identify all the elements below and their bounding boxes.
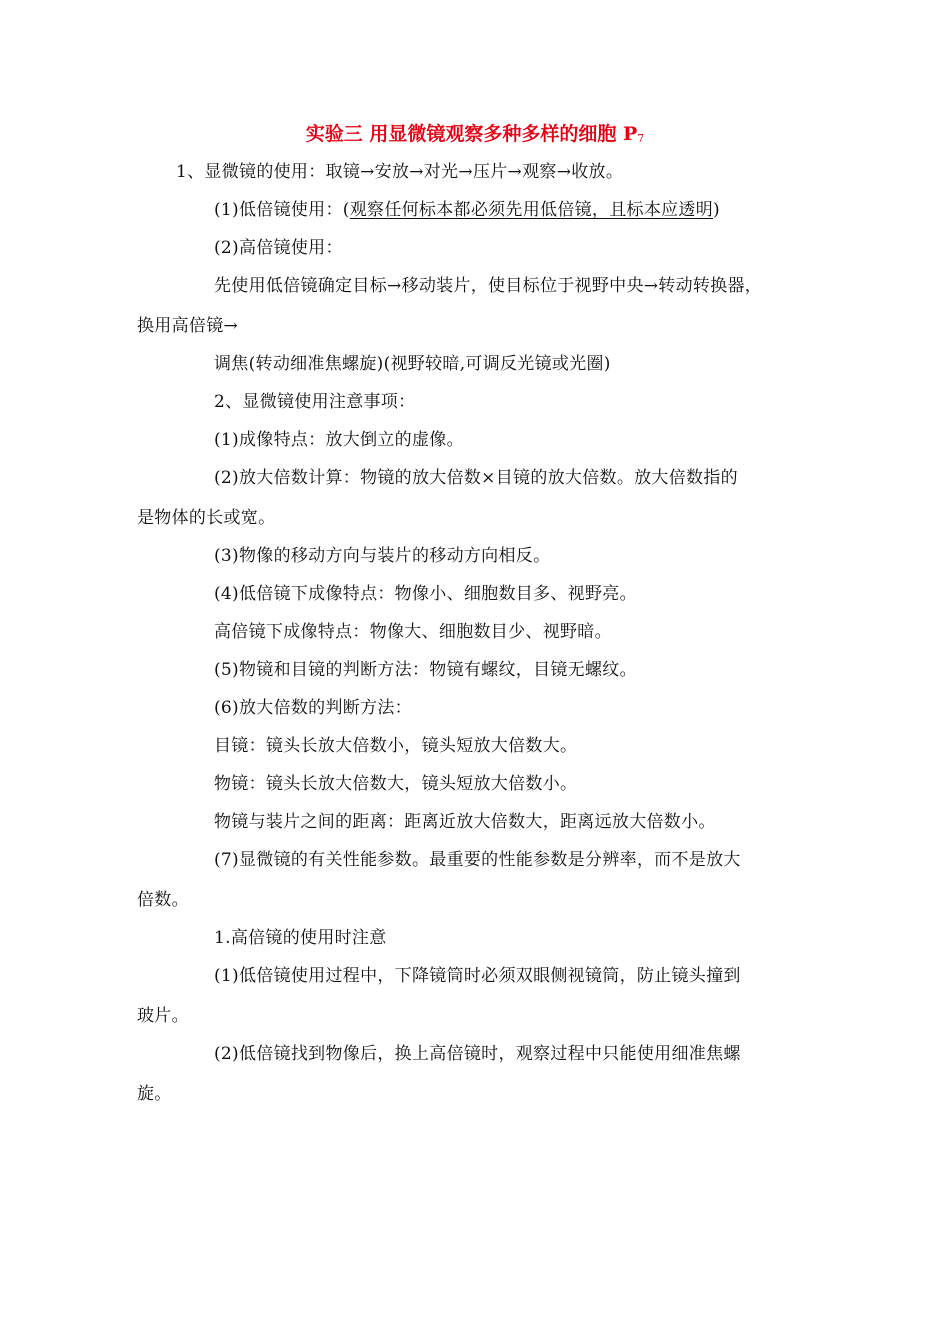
note-6: (6)放大倍数的判断方法： — [214, 698, 412, 718]
note-1: (1)成像特点：放大倒立的虚像。 — [214, 430, 464, 450]
note-2: (2)放大倍数计算：物镜的放大倍数×目镜的放大倍数。放大倍数指的 — [214, 468, 738, 488]
high-power-step-2: 调焦(转动细准焦螺旋)(视野较暗,可调反光镜或光圈) — [214, 354, 611, 374]
note-6-eyepiece: 目镜：镜头长放大倍数小，镜头短放大倍数大。 — [214, 736, 578, 756]
caution-1: (1)低倍镜使用过程中，下降镜筒时必须双眼侧视镜筒，防止镜头撞到 — [214, 966, 741, 986]
title-text: 实验三 用显微镜观察多种多样的细胞 P — [305, 123, 638, 145]
caution-2-cont: 旋。 — [137, 1084, 172, 1104]
caution-2: (2)低倍镜找到物像后，换上高倍镜时，观察过程中只能使用细准焦螺 — [214, 1044, 741, 1064]
high-power-label: (2)高倍镜使用： — [214, 238, 343, 258]
section-1-heading: 1、显微镜的使用：取镜→安放→对光→压片→观察→收放。 — [176, 162, 624, 182]
caution-1-cont: 玻片。 — [137, 1006, 189, 1026]
high-power-step-1: 先使用低倍镜确定目标→移动装片，使目标位于视野中央→转动转换器， — [214, 276, 763, 296]
note-2-cont: 是物体的长或宽。 — [137, 508, 276, 528]
note-5: (5)物镜和目镜的判断方法：物镜有螺纹，目镜无螺纹。 — [214, 660, 637, 680]
note-4: (4)低倍镜下成像特点：物像小、细胞数目多、视野亮。 — [214, 584, 637, 604]
low-power-note: 观察任何标本都必须先用低倍镜，且标本应透明 — [349, 200, 714, 220]
high-power-step-1-cont: 换用高倍镜→ — [137, 316, 239, 336]
high-power-caution-heading: 1.高倍镜的使用时注意 — [214, 928, 387, 948]
document-title — [0, 119, 950, 154]
note-6-distance: 物镜与装片之间的距离：距离近放大倍数大，距离远放大倍数小。 — [214, 812, 716, 832]
section-2-heading: 2、显微镜使用注意事项： — [214, 392, 416, 412]
note-6-objective: 物镜：镜头长放大倍数大，镜头短放大倍数小。 — [214, 774, 578, 794]
note-7-cont: 倍数。 — [137, 890, 189, 910]
title-subscript: 7 — [637, 132, 645, 145]
note-4-high: 高倍镜下成像特点：物像大、细胞数目少、视野暗。 — [214, 622, 612, 642]
low-power-label: (1)低倍镜使用： — [214, 200, 343, 220]
low-power-usage: (1)低倍镜使用：(观察任何标本都必须先用低倍镜，且标本应透明) — [214, 200, 720, 220]
note-3: (3)物像的移动方向与装片的移动方向相反。 — [214, 546, 551, 566]
note-7: (7)显微镜的有关性能参数。最重要的性能参数是分辨率，而不是放大 — [214, 850, 741, 870]
